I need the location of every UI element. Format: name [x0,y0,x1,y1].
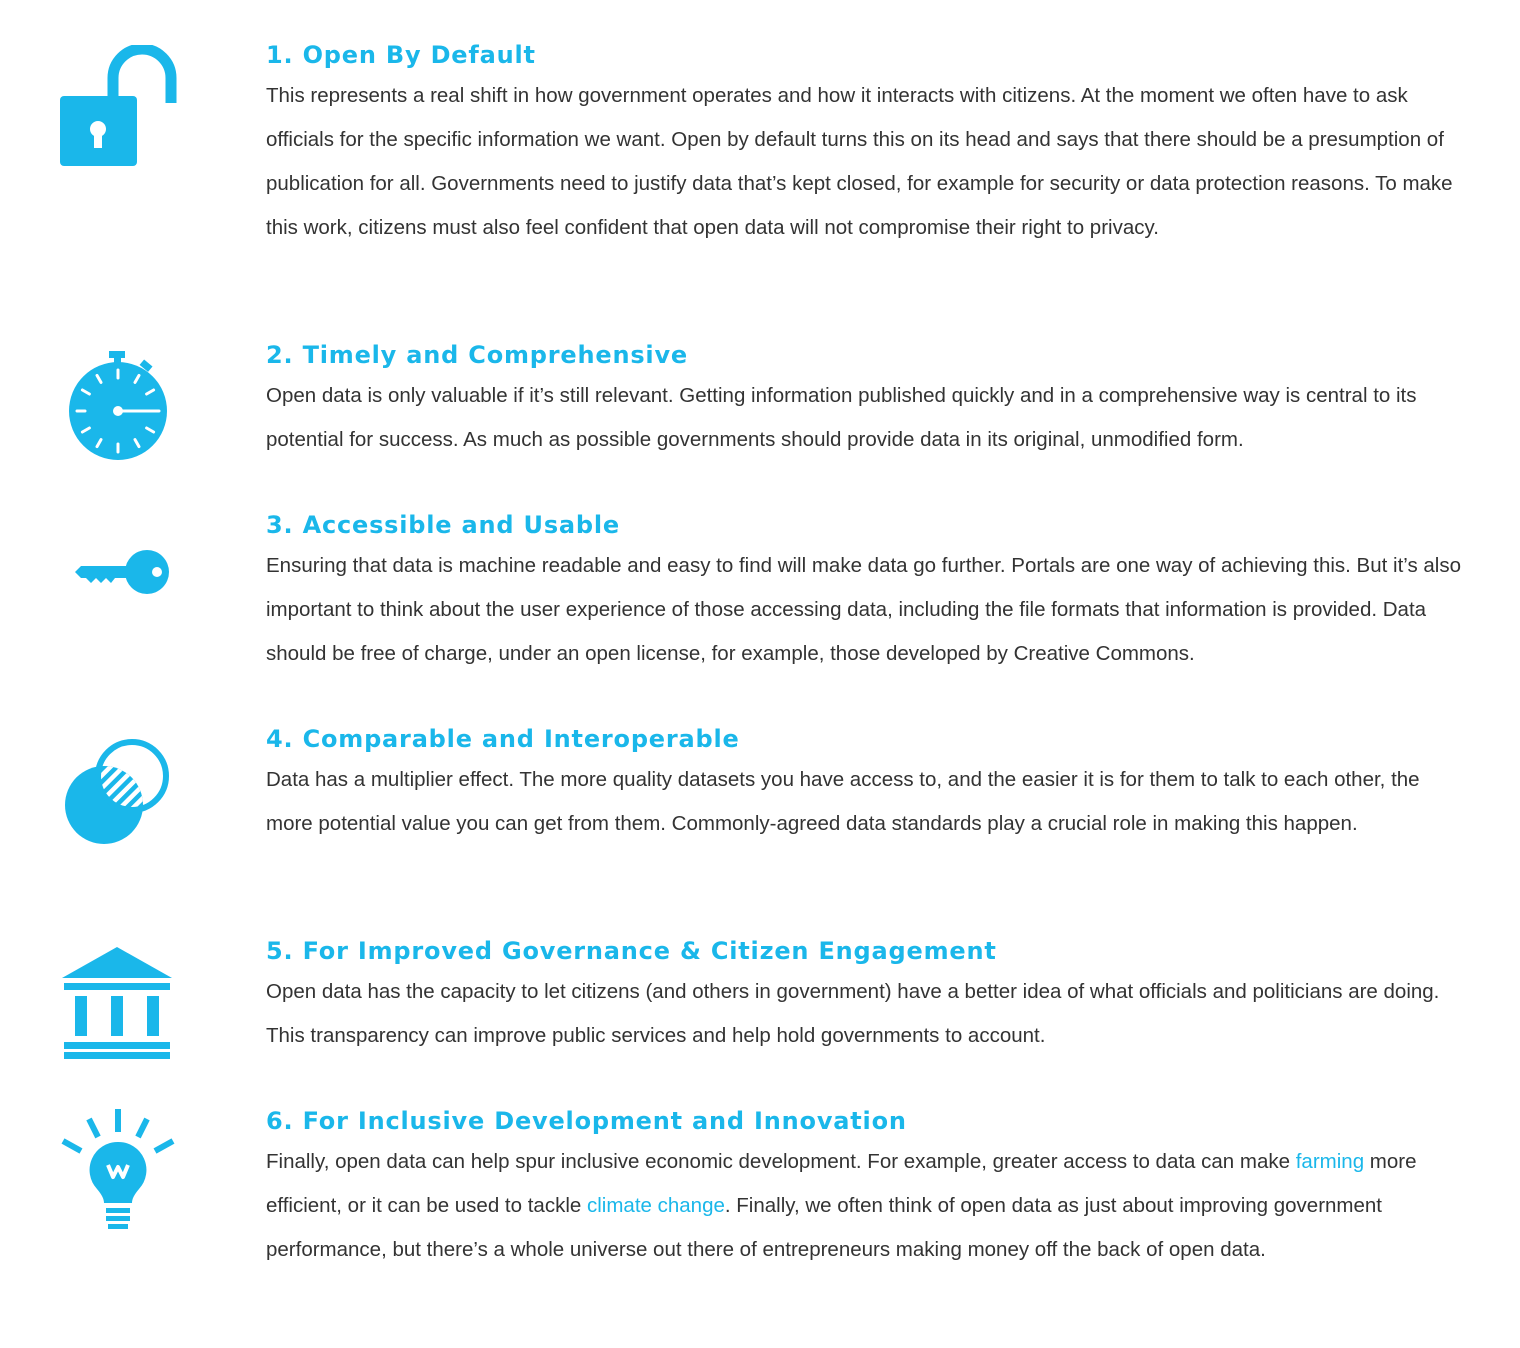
principle-title: 1. Open By Default [266,41,536,69]
principle-body: Ensuring that data is machine readable and easy to find will make data go further. Portals are one way of achieving this. But it’s also important to think about the user experience of those accessing data, including the file formats that information is provided. Data should be free of charge, under an open license, for example, those developed by Creative Commons. [266,554,1461,665]
principle-body: Open data is only valuable if it’s still relevant. Getting information published quickly and in a comprehensive way is central to its potential for success. As much as possible governments should provide data in its original, unmodified form. [266,384,1417,451]
lightbulb-icon [55,1105,180,1230]
principle-body [266,1140,1466,1272]
key-icon [55,510,180,635]
principle-title: 2. Timely and Comprehensive [266,341,688,369]
principle-title: 5. For Improved Governance & Citizen Engagement [266,937,997,965]
farming-link[interactable]: farming [1295,1150,1365,1173]
principle-body: Data has a multiplier effect. The more quality datasets you have access to, and the easier it is for them to talk to each other, the more potential value you can get from them. Commonly-agreed data standards play a crucial role in making this happen. [266,768,1420,835]
principle-title: 6. For Inclusive Development and Innovation [266,1107,907,1135]
government-building-icon [55,940,180,1065]
principle-body: This represents a real shift in how government operates and how it interacts with citizens. At the moment we often have to ask officials for the specific information we want. Open by default turns this on its head and says that there should be a presumption of publication for all. Governments need to justify data that’s kept closed, for example for security or data protection reasons. To make this work, citizens must also feel confident that open data will not compromise their right to privacy. [266,84,1453,239]
overlapping-circles-icon [55,730,180,855]
principle-title: 4. Comparable and Interoperable [266,725,740,753]
body-text: . Finally, we often think of open data as just about improving government performance, but there’s a whole universe out there of entrepreneurs making money off the back of open data. [266,1194,1383,1261]
stopwatch-icon [55,345,180,470]
principle-title: 3. Accessible and Usable [266,511,620,539]
body-text: more efficient, or it can be used to tackle [266,1150,1417,1217]
climate-change-link[interactable]: climate change [586,1194,725,1217]
body-text: Finally, open data can help spur inclusive economic development. For example, greater access to data can make [266,1150,1296,1173]
unlocked-padlock-icon [55,45,180,170]
principle-body: Open data has the capacity to let citizens (and others in government) have a better idea of what officials and politicians are doing. This transparency can improve public services and help hold governments to account. [266,980,1440,1047]
